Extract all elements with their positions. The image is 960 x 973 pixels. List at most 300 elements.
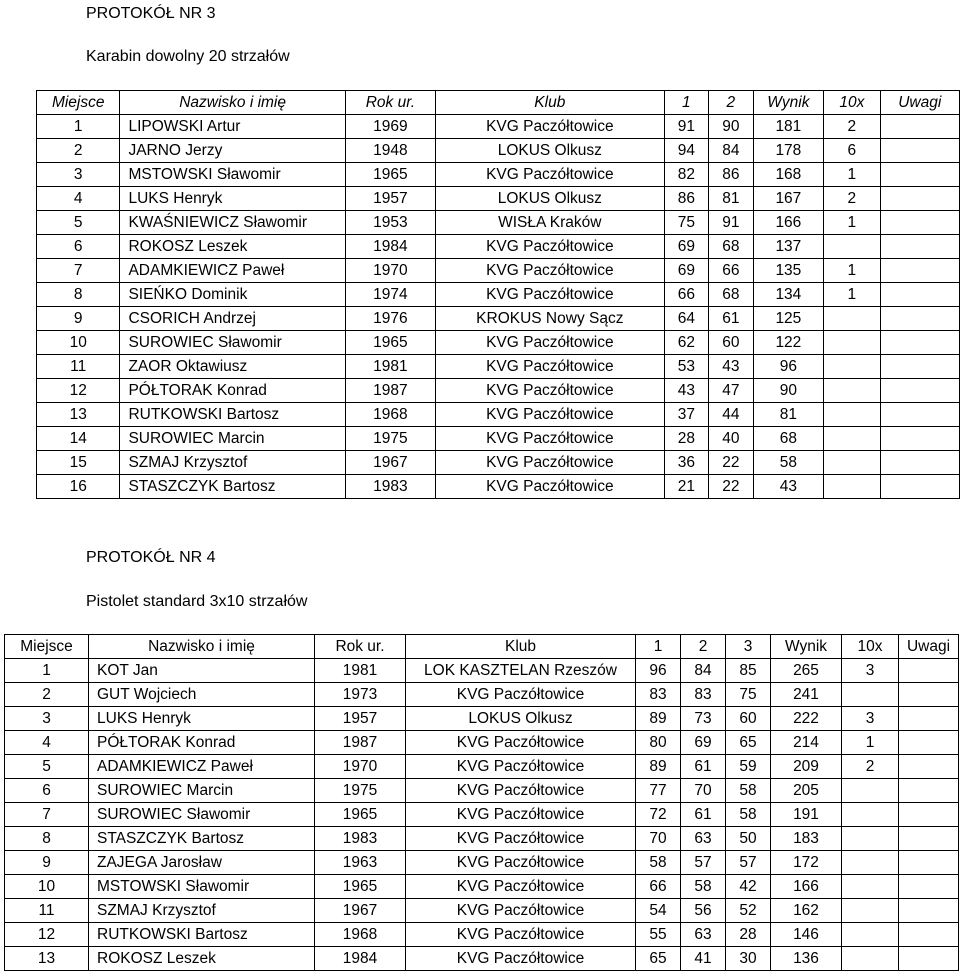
table-cell: 85: [726, 659, 771, 683]
table-cell: [880, 211, 959, 235]
table-cell: 65: [726, 731, 771, 755]
table-cell: 42: [726, 875, 771, 899]
table-cell: 1965: [345, 331, 435, 355]
table-cell: KVG Paczółtowice: [436, 451, 665, 475]
table-cell: 83: [636, 683, 681, 707]
column-header: Klub: [406, 635, 636, 659]
table-cell: 89: [636, 707, 681, 731]
table-cell: 69: [664, 235, 709, 259]
table-cell: 1984: [345, 235, 435, 259]
table-cell: 5: [37, 211, 120, 235]
table-cell: [880, 355, 959, 379]
table-cell: KVG Paczółtowice: [436, 163, 665, 187]
table-cell: 3: [5, 707, 89, 731]
table-cell: PÓŁTORAK Konrad: [120, 379, 345, 403]
table-cell: 1987: [315, 731, 406, 755]
table-cell: 9: [37, 307, 120, 331]
table-cell: 1981: [315, 659, 406, 683]
table-cell: 70: [636, 827, 681, 851]
table-cell: 1975: [345, 427, 435, 451]
table-row: [37, 163, 960, 187]
table-cell: 11: [37, 355, 120, 379]
table-cell: 1965: [345, 163, 435, 187]
table-cell: [880, 115, 959, 139]
table-cell: KROKUS Nowy Sącz: [436, 307, 665, 331]
table-cell: 77: [636, 779, 681, 803]
table-cell: 63: [681, 923, 726, 947]
table-header-row: [5, 635, 959, 659]
table-cell: 167: [753, 187, 824, 211]
table-cell: [824, 355, 880, 379]
table-cell: 13: [5, 947, 89, 971]
table-cell: [880, 187, 959, 211]
table-cell: 58: [726, 803, 771, 827]
table-cell: 22: [709, 475, 754, 499]
table-cell: 60: [726, 707, 771, 731]
table-cell: 1976: [345, 307, 435, 331]
table-row: [5, 683, 959, 707]
table-row: [37, 379, 960, 403]
table-row: [5, 827, 959, 851]
table-cell: [824, 403, 880, 427]
table-cell: 56: [681, 899, 726, 923]
table-cell: 82: [664, 163, 709, 187]
table-cell: 80: [636, 731, 681, 755]
table-cell: 1983: [315, 827, 406, 851]
table-cell: 209: [771, 755, 842, 779]
table-cell: [824, 451, 880, 475]
table-cell: 162: [771, 899, 842, 923]
table-cell: 58: [681, 875, 726, 899]
column-header: Rok ur.: [345, 91, 435, 115]
table-cell: [880, 139, 959, 163]
table-cell: 43: [709, 355, 754, 379]
table-cell: 90: [753, 379, 824, 403]
table-cell: RUTKOWSKI Bartosz: [89, 923, 315, 947]
table-cell: CSORICH Andrzej: [120, 307, 345, 331]
table-cell: 15: [37, 451, 120, 475]
table-row: [37, 427, 960, 451]
table-cell: [824, 307, 880, 331]
table-cell: [899, 803, 959, 827]
table-cell: 89: [636, 755, 681, 779]
table-cell: [899, 707, 959, 731]
table-cell: KVG Paczółtowice: [406, 803, 636, 827]
column-header: Wynik: [771, 635, 842, 659]
table-row: [5, 659, 959, 683]
table-cell: 47: [709, 379, 754, 403]
table-cell: 168: [753, 163, 824, 187]
table-cell: 83: [681, 683, 726, 707]
table-cell: [899, 659, 959, 683]
table-cell: MSTOWSKI Sławomir: [120, 163, 345, 187]
table-cell: 1: [5, 659, 89, 683]
table-cell: 9: [5, 851, 89, 875]
table-cell: 73: [681, 707, 726, 731]
table-row: [37, 235, 960, 259]
table-cell: 1967: [345, 451, 435, 475]
results-table-rifle: [36, 90, 960, 499]
table-row: [5, 707, 959, 731]
table-row: [5, 731, 959, 755]
table-cell: 2: [824, 187, 880, 211]
table-cell: 57: [726, 851, 771, 875]
table-cell: 90: [709, 115, 754, 139]
table-cell: [824, 379, 880, 403]
table-cell: 21: [664, 475, 709, 499]
table-cell: GUT Wojciech: [89, 683, 315, 707]
table-cell: 1983: [345, 475, 435, 499]
table-cell: 91: [709, 211, 754, 235]
table-cell: SIEŃKO Dominik: [120, 283, 345, 307]
table-row: [37, 451, 960, 475]
table-cell: 96: [753, 355, 824, 379]
table-row: [37, 211, 960, 235]
table-cell: 94: [664, 139, 709, 163]
protocol-3-subtitle: Karabin dowolny 20 strzałów: [86, 48, 290, 65]
table-cell: ZAJEGA Jarosław: [89, 851, 315, 875]
table-cell: KVG Paczółtowice: [436, 283, 665, 307]
table-cell: 53: [664, 355, 709, 379]
table-row: [5, 779, 959, 803]
table-cell: 5: [5, 755, 89, 779]
table-cell: [880, 259, 959, 283]
table-cell: 191: [771, 803, 842, 827]
table-cell: 68: [753, 427, 824, 451]
table-cell: 137: [753, 235, 824, 259]
table-cell: 1: [37, 115, 120, 139]
table-cell: 1975: [315, 779, 406, 803]
table-cell: KOT Jan: [89, 659, 315, 683]
table-cell: KVG Paczółtowice: [436, 475, 665, 499]
table-cell: 50: [726, 827, 771, 851]
table-cell: SUROWIEC Marcin: [89, 779, 315, 803]
table-row: [37, 139, 960, 163]
table-cell: [824, 475, 880, 499]
column-header: Klub: [436, 91, 665, 115]
table-cell: 1963: [315, 851, 406, 875]
table-cell: LIPOWSKI Artur: [120, 115, 345, 139]
table-cell: STASZCZYK Bartosz: [120, 475, 345, 499]
table-cell: RUTKOWSKI Bartosz: [120, 403, 345, 427]
table-row: [5, 851, 959, 875]
table-cell: 2: [5, 683, 89, 707]
table-cell: 41: [681, 947, 726, 971]
table-cell: KVG Paczółtowice: [406, 755, 636, 779]
table-cell: [880, 163, 959, 187]
table-cell: 44: [709, 403, 754, 427]
table-cell: 2: [37, 139, 120, 163]
table-cell: 172: [771, 851, 842, 875]
table-cell: LOKUS Olkusz: [436, 139, 665, 163]
table-cell: KVG Paczółtowice: [436, 427, 665, 451]
table-cell: 241: [771, 683, 842, 707]
table-cell: 12: [37, 379, 120, 403]
table-cell: 28: [726, 923, 771, 947]
table-cell: 84: [681, 659, 726, 683]
table-cell: 4: [37, 187, 120, 211]
table-cell: 134: [753, 283, 824, 307]
table-row: [37, 259, 960, 283]
table-cell: KVG Paczółtowice: [406, 851, 636, 875]
table-cell: 6: [37, 235, 120, 259]
table-cell: 1987: [345, 379, 435, 403]
table-cell: 1: [824, 211, 880, 235]
table-cell: KVG Paczółtowice: [406, 827, 636, 851]
table-cell: 61: [681, 755, 726, 779]
table-cell: 1957: [315, 707, 406, 731]
table-cell: 63: [681, 827, 726, 851]
table-cell: LOKUS Olkusz: [436, 187, 665, 211]
table-cell: 1965: [315, 803, 406, 827]
table-row: [5, 947, 959, 971]
table-cell: KVG Paczółtowice: [436, 115, 665, 139]
table-cell: [899, 851, 959, 875]
table-cell: LOKUS Olkusz: [406, 707, 636, 731]
table-cell: [899, 755, 959, 779]
protocol-4-subtitle: Pistolet standard 3x10 strzałów: [86, 593, 308, 610]
table-cell: 214: [771, 731, 842, 755]
table-cell: [899, 899, 959, 923]
table-cell: [880, 307, 959, 331]
table-cell: 1969: [345, 115, 435, 139]
table-cell: 136: [771, 947, 842, 971]
table-cell: 1984: [315, 947, 406, 971]
table-cell: KVG Paczółtowice: [406, 683, 636, 707]
column-header: 3: [726, 635, 771, 659]
table-cell: 86: [709, 163, 754, 187]
table-cell: ROKOSZ Leszek: [120, 235, 345, 259]
table-cell: 1965: [315, 875, 406, 899]
table-cell: 58: [726, 779, 771, 803]
table-cell: [899, 875, 959, 899]
table-cell: 11: [5, 899, 89, 923]
table-row: [5, 803, 959, 827]
table-cell: PÓŁTORAK Konrad: [89, 731, 315, 755]
table-cell: SZMAJ Krzysztof: [89, 899, 315, 923]
table-cell: [899, 827, 959, 851]
table-cell: 66: [709, 259, 754, 283]
table-cell: 22: [709, 451, 754, 475]
table-cell: 65: [636, 947, 681, 971]
table-cell: [824, 427, 880, 451]
table-cell: [842, 947, 899, 971]
table-cell: 8: [5, 827, 89, 851]
table-row: [37, 355, 960, 379]
table-cell: 55: [636, 923, 681, 947]
table-cell: 69: [681, 731, 726, 755]
table-cell: [880, 283, 959, 307]
table-cell: 1968: [315, 923, 406, 947]
table-cell: WISŁA Kraków: [436, 211, 665, 235]
table-cell: [824, 331, 880, 355]
table-cell: 54: [636, 899, 681, 923]
table-row: [37, 283, 960, 307]
table-cell: 69: [664, 259, 709, 283]
table-cell: 72: [636, 803, 681, 827]
table-cell: 1970: [345, 259, 435, 283]
table-cell: 166: [753, 211, 824, 235]
table-cell: 81: [709, 187, 754, 211]
table-cell: MSTOWSKI Sławomir: [89, 875, 315, 899]
table-cell: 1: [824, 163, 880, 187]
column-header: Nazwisko i imię: [89, 635, 315, 659]
table-cell: KVG Paczółtowice: [436, 235, 665, 259]
table-cell: 1981: [345, 355, 435, 379]
table-cell: SUROWIEC Marcin: [120, 427, 345, 451]
table-cell: 60: [709, 331, 754, 355]
table-cell: 1970: [315, 755, 406, 779]
table-cell: 3: [842, 659, 899, 683]
table-cell: 1953: [345, 211, 435, 235]
table-cell: 183: [771, 827, 842, 851]
table-cell: 135: [753, 259, 824, 283]
table-cell: 1: [824, 283, 880, 307]
table-cell: [842, 923, 899, 947]
table-row: [37, 475, 960, 499]
table-cell: 68: [709, 283, 754, 307]
table-cell: 75: [726, 683, 771, 707]
table-cell: ZAOR Oktawiusz: [120, 355, 345, 379]
table-cell: 75: [664, 211, 709, 235]
table-cell: 222: [771, 707, 842, 731]
results-table-pistol: [4, 634, 959, 971]
column-header: Uwagi: [880, 91, 959, 115]
table-cell: 122: [753, 331, 824, 355]
table-cell: 1: [842, 731, 899, 755]
table-cell: 59: [726, 755, 771, 779]
table-cell: [842, 683, 899, 707]
table-cell: 58: [753, 451, 824, 475]
table-cell: 2: [824, 115, 880, 139]
table-cell: 181: [753, 115, 824, 139]
table-cell: LOK KASZTELAN Rzeszów: [406, 659, 636, 683]
table-cell: [880, 379, 959, 403]
table-cell: [842, 875, 899, 899]
table-cell: 13: [37, 403, 120, 427]
table-cell: 10: [5, 875, 89, 899]
table-cell: [880, 427, 959, 451]
table-cell: 70: [681, 779, 726, 803]
table-cell: 66: [636, 875, 681, 899]
table-cell: KVG Paczółtowice: [436, 331, 665, 355]
column-header: 10x: [824, 91, 880, 115]
table-cell: 36: [664, 451, 709, 475]
table-cell: 1: [824, 259, 880, 283]
table-cell: STASZCZYK Bartosz: [89, 827, 315, 851]
table-cell: KVG Paczółtowice: [406, 899, 636, 923]
table-cell: 58: [636, 851, 681, 875]
table-cell: 1973: [315, 683, 406, 707]
table-cell: 3: [37, 163, 120, 187]
table-cell: 68: [709, 235, 754, 259]
table-cell: KVG Paczółtowice: [406, 731, 636, 755]
table-cell: 57: [681, 851, 726, 875]
column-header: 2: [681, 635, 726, 659]
table-row: [5, 875, 959, 899]
column-header: Nazwisko i imię: [120, 91, 345, 115]
table-cell: 12: [5, 923, 89, 947]
table-cell: 178: [753, 139, 824, 163]
table-cell: [842, 779, 899, 803]
table-cell: 1968: [345, 403, 435, 427]
table-cell: 4: [5, 731, 89, 755]
table-cell: KWAŚNIEWICZ Sławomir: [120, 211, 345, 235]
column-header: Miejsce: [5, 635, 89, 659]
table-cell: 61: [709, 307, 754, 331]
table-cell: 1948: [345, 139, 435, 163]
column-header: Miejsce: [37, 91, 120, 115]
table-cell: [880, 403, 959, 427]
table-cell: 8: [37, 283, 120, 307]
table-cell: 205: [771, 779, 842, 803]
table-cell: 265: [771, 659, 842, 683]
table-cell: [842, 899, 899, 923]
table-cell: KVG Paczółtowice: [436, 355, 665, 379]
table-cell: 37: [664, 403, 709, 427]
table-row: [37, 187, 960, 211]
table-cell: [824, 235, 880, 259]
table-cell: [899, 779, 959, 803]
column-header: 10x: [842, 635, 899, 659]
table-cell: ADAMKIEWICZ Paweł: [120, 259, 345, 283]
table-cell: 1957: [345, 187, 435, 211]
table-row: [37, 331, 960, 355]
table-cell: [899, 683, 959, 707]
table-cell: [842, 827, 899, 851]
table-cell: SUROWIEC Sławomir: [120, 331, 345, 355]
column-header: 1: [664, 91, 709, 115]
table-row: [37, 403, 960, 427]
table-cell: 146: [771, 923, 842, 947]
table-cell: 64: [664, 307, 709, 331]
table-cell: ADAMKIEWICZ Paweł: [89, 755, 315, 779]
table-row: [5, 899, 959, 923]
table-cell: 96: [636, 659, 681, 683]
column-header: Rok ur.: [315, 635, 406, 659]
table-row: [5, 755, 959, 779]
table-cell: [899, 731, 959, 755]
table-cell: 62: [664, 331, 709, 355]
table-cell: SUROWIEC Sławomir: [89, 803, 315, 827]
table-cell: 28: [664, 427, 709, 451]
table-cell: 1967: [315, 899, 406, 923]
table-cell: 2: [842, 755, 899, 779]
table-row: [5, 923, 959, 947]
table-cell: 1974: [345, 283, 435, 307]
table-cell: 30: [726, 947, 771, 971]
table-cell: 40: [709, 427, 754, 451]
table-cell: [880, 331, 959, 355]
table-cell: 61: [681, 803, 726, 827]
table-cell: [899, 947, 959, 971]
table-cell: SZMAJ Krzysztof: [120, 451, 345, 475]
table-cell: 125: [753, 307, 824, 331]
protocol-4-title: PROTOKÓŁ NR 4: [86, 549, 216, 566]
table-cell: 52: [726, 899, 771, 923]
table-cell: KVG Paczółtowice: [406, 875, 636, 899]
table-cell: 3: [842, 707, 899, 731]
table-cell: [899, 923, 959, 947]
table-cell: 6: [824, 139, 880, 163]
table-cell: 66: [664, 283, 709, 307]
table-cell: KVG Paczółtowice: [436, 403, 665, 427]
table-cell: LUKS Henryk: [120, 187, 345, 211]
table-cell: JARNO Jerzy: [120, 139, 345, 163]
table-cell: 43: [664, 379, 709, 403]
table-cell: 91: [664, 115, 709, 139]
table-cell: KVG Paczółtowice: [406, 947, 636, 971]
